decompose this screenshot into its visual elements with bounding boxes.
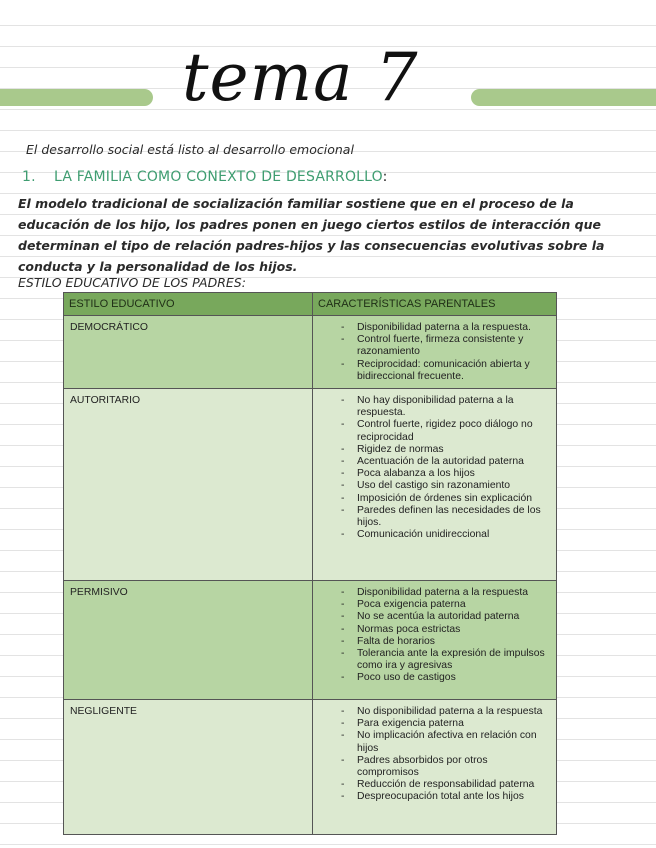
characteristics-list xyxy=(319,322,550,383)
list-item: - Para exigencia paterna xyxy=(357,718,550,730)
list-item: - Rigidez de normas xyxy=(357,444,550,456)
list-item: - Comunicación unidireccional xyxy=(357,529,550,541)
list-item: - Reciprocidad: comunicación abierta y bidireccional frecuente. xyxy=(357,359,550,383)
table-row xyxy=(64,700,557,835)
style-name-permisivo: PERMISIVO xyxy=(64,581,313,700)
characteristics-cell xyxy=(313,700,557,835)
list-item: - Reducción de responsabilidad paterna xyxy=(357,779,550,791)
list-item: - Control fuerte, firmeza consistente y razonamiento xyxy=(357,334,550,358)
list-item: - Poco uso de castigos xyxy=(357,672,550,684)
title-decoration-bar-right xyxy=(471,89,656,106)
header-estilo-educativo: ESTILO EDUCATIVO xyxy=(64,293,313,316)
list-item: - Acentuación de la autoridad paterna xyxy=(357,456,550,468)
style-name-negligente: NEGLIGENTE xyxy=(64,700,313,835)
list-item: - Control fuerte, rigidez poco diálogo no reciprocidad xyxy=(357,419,550,443)
title-decoration-bar-left xyxy=(0,89,153,106)
list-item: - Normas poca estrictas xyxy=(357,624,550,636)
list-item: - Tolerancia ante la expresión de impulsos como ira y agresivas xyxy=(357,648,550,672)
list-item: - No disponibilidad paterna a la respuesta xyxy=(357,706,550,718)
table-row xyxy=(64,389,557,581)
list-item: - Poca alabanza a los hijos xyxy=(357,468,550,480)
table-row xyxy=(64,581,557,700)
list-item: - Despreocupación total ante los hijos xyxy=(357,791,550,803)
list-item: - Uso del castigo sin razonamiento xyxy=(357,480,550,492)
list-item: - Paredes definen las necesidades de los hijos. xyxy=(357,505,550,529)
header-caracteristicas: CARACTERÍSTICAS PARENTALES xyxy=(313,293,557,316)
list-item: - Disponibilidad paterna a la respuesta. xyxy=(357,322,550,334)
parenting-styles-table xyxy=(63,292,557,835)
list-item: - No se acentúa la autoridad paterna xyxy=(357,611,550,623)
section-heading xyxy=(22,169,388,185)
characteristics-cell xyxy=(313,581,557,700)
subtitle-note: El desarrollo social está listo al desarrollo emocional xyxy=(26,142,354,157)
characteristics-cell xyxy=(313,389,557,581)
list-item: - No implicación afectiva en relación con hijos xyxy=(357,730,550,754)
style-name-democratico: DEMOCRÁTICO xyxy=(64,316,313,389)
section-heading-colon: : xyxy=(382,169,388,185)
list-item: - Imposición de órdenes sin explicación xyxy=(357,493,550,505)
table-header-row xyxy=(64,293,557,316)
characteristics-list xyxy=(319,587,550,685)
list-item: - Poca exigencia paterna xyxy=(357,599,550,611)
table-row xyxy=(64,316,557,389)
style-name-autoritario: AUTORITARIO xyxy=(64,389,313,581)
list-item: - Disponibilidad paterna a la respuesta xyxy=(357,587,550,599)
list-item: - Falta de horarios xyxy=(357,636,550,648)
table-label: ESTILO EDUCATIVO DE LOS PADRES: xyxy=(18,275,246,290)
characteristics-list xyxy=(319,395,550,541)
page-title: tema 7 xyxy=(182,39,419,116)
characteristics-list xyxy=(319,706,550,804)
intro-paragraph: El modelo tradicional de socialización familiar sostiene que en el proceso de la educación de los hijo, los padres ponen en juego ciertos estilos de interacción que determinan el tipo de relación padres-hijos y las consecuencias evolutivas sobre la conducta y la personalidad de los hijos. xyxy=(18,196,605,274)
section-number: 1. xyxy=(22,169,36,185)
list-item: - Padres absorbidos por otros compromisos xyxy=(357,755,550,779)
characteristics-cell xyxy=(313,316,557,389)
section-heading-text: LA FAMILIA COMO CONEXTO DE DESARROLLO xyxy=(54,169,383,185)
list-item: - No hay disponibilidad paterna a la respuesta. xyxy=(357,395,550,419)
